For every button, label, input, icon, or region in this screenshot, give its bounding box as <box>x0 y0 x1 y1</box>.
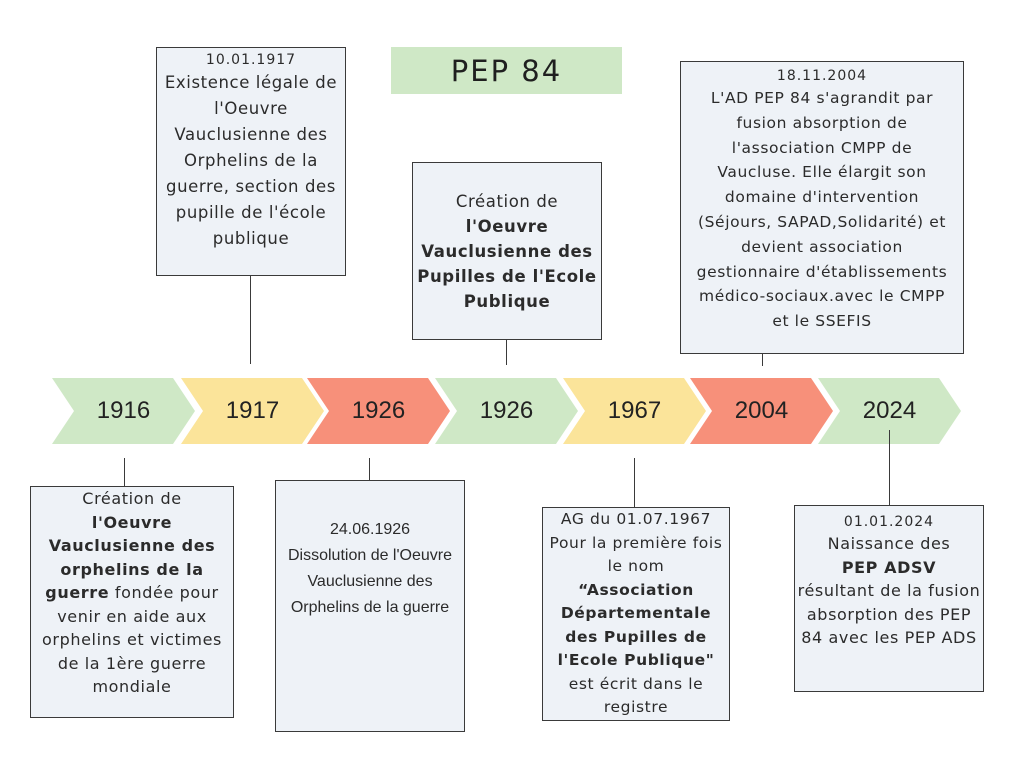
connector-2004 <box>762 354 763 366</box>
timeline-year: 1926 <box>351 397 406 424</box>
timeline-year: 2004 <box>734 397 789 424</box>
timeline-year: 1967 <box>607 397 662 424</box>
event-text-bold: l'Oeuvre Vauclusienne des Pupilles de l'Ecole Publique <box>417 217 597 311</box>
connector-1967 <box>634 458 635 507</box>
timeline-segment-2004 <box>690 378 833 444</box>
event-date: 10.01.1917 <box>205 52 297 68</box>
connector-1926-dissolution <box>369 458 370 480</box>
timeline-segment-1916 <box>52 378 195 444</box>
connector-1917 <box>250 276 251 364</box>
timeline-segment-1967 <box>563 378 706 444</box>
event-text: AG du 01.07.1967 Pour la première fois le nom <box>549 510 723 575</box>
event-text: résultant de la fusion absorption des PEP 84 avec les PEP ADS <box>797 581 981 647</box>
connector-1926-creation <box>506 340 507 365</box>
event-text: fondée pour venir en aide aux orphelins et victimes de la 1ère guerre mondiale <box>42 583 222 696</box>
event-text: Création de <box>455 192 559 211</box>
page-title: PEP 84 <box>391 47 622 94</box>
timeline-segment-1926 <box>307 378 450 444</box>
event-box-1926-creation <box>412 162 602 340</box>
timeline-year: 1917 <box>225 397 280 424</box>
timeline-year: 1926 <box>479 397 534 424</box>
event-box-1916 <box>30 486 234 718</box>
event-text: Naissance des <box>827 534 951 553</box>
event-box-1967 <box>542 507 730 721</box>
event-text: Existence légale de l'Oeuvre Vauclusienne des Orphelins de la guerre, section des pupille de l'école publique <box>164 73 338 248</box>
event-date: 01.01.2024 <box>843 514 935 530</box>
connector-2024 <box>889 430 890 505</box>
event-text: Création de <box>82 489 182 508</box>
timeline-year: 1916 <box>96 397 151 424</box>
timeline-segment-1917 <box>181 378 324 444</box>
connector-1916 <box>124 458 125 486</box>
event-text: L'AD PEP 84 s'agrandit par fusion absorption de l'association CMPP de Vaucluse. Elle élargit son domaine d'intervention (Séjours, SAPAD,Solidarité) et devient association gestionnaire d'établissements médico-sociaux.avec le CMPP et le SSEFIS <box>696 89 948 331</box>
timeline-year: 2024 <box>862 397 917 424</box>
event-date: 24.06.1926 <box>329 521 411 538</box>
event-box-1926-dissolution <box>275 480 465 732</box>
event-date: 18.11.2004 <box>776 68 868 84</box>
event-text-bold: l'Oeuvre Vauclusienne des orphelins de la guerre <box>45 512 216 602</box>
event-box-2024 <box>794 505 984 692</box>
event-text: Dissolution de l'Oeuvre Vauclusienne des Orphelins de la guerre <box>287 547 453 616</box>
event-text-bold: “Association Départementale des Pupilles de l'Ecole Publique" <box>557 580 715 669</box>
event-text: est écrit dans le registre <box>568 674 704 716</box>
event-box-1917 <box>156 47 346 276</box>
timeline-segment-1926 <box>435 378 578 444</box>
event-text-bold: PEP ADSV <box>841 557 937 577</box>
event-box-2004 <box>680 61 964 354</box>
